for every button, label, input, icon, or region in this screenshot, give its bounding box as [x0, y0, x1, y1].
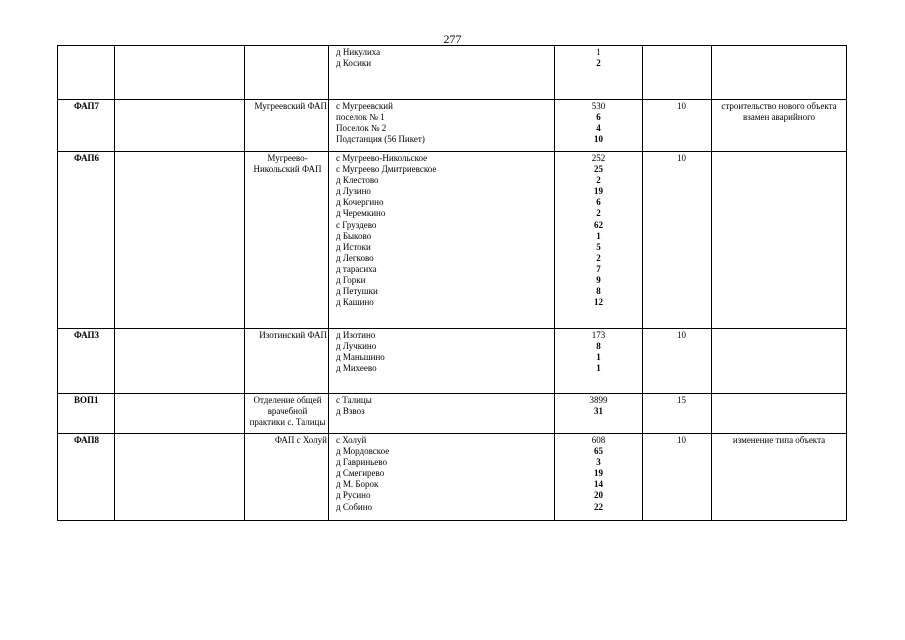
- population-value: 7: [596, 263, 601, 274]
- settlement-name: д Легково: [336, 252, 374, 263]
- note-text: [712, 394, 847, 434]
- population-value: 65: [594, 446, 603, 457]
- empty-cell: [115, 394, 245, 434]
- settlements-cell: [329, 100, 555, 152]
- settlement-name: д Собино: [336, 501, 373, 512]
- population-value: 10: [594, 134, 603, 145]
- settlement-name: Поселок № 2: [336, 123, 387, 134]
- note-text: строительство нового объекта взамен аварийного: [712, 100, 847, 152]
- settlement-name: д Кочергино: [336, 197, 384, 208]
- table-row: [58, 100, 847, 152]
- settlement-name: д Взвоз: [336, 406, 365, 417]
- facility-name: [245, 394, 329, 434]
- settlements-cell: [329, 434, 555, 521]
- settlement-name: д Быково: [336, 230, 372, 241]
- population-value: 8: [596, 341, 601, 352]
- note-text: [712, 152, 847, 329]
- facility-code: ФАП3: [58, 329, 115, 394]
- population-value: 173: [591, 330, 606, 340]
- population-value: 6: [596, 112, 601, 123]
- population-value: 31: [594, 406, 603, 417]
- distance-value: 10: [643, 100, 712, 152]
- population-value: 2: [596, 252, 601, 263]
- population-cell: [555, 152, 643, 329]
- population-value: 5: [596, 241, 601, 252]
- empty-cell: [115, 329, 245, 394]
- population-value: 19: [594, 186, 603, 197]
- distance-value: 10: [643, 152, 712, 329]
- facility-code: ФАП6: [58, 152, 115, 329]
- population-value: 1: [596, 352, 601, 363]
- population-cell: [555, 329, 643, 394]
- settlement-name: д Петушки: [336, 286, 378, 297]
- population-value: 2: [596, 208, 601, 219]
- population-cell: [555, 46, 643, 100]
- facility-name: [245, 152, 329, 329]
- distance-value: 15: [643, 394, 712, 434]
- settlement-name: д Гавриньево: [336, 457, 387, 468]
- facility-name-line: Никольский ФАП: [253, 164, 322, 175]
- table-row: [58, 394, 847, 434]
- settlements-cell: [329, 46, 555, 100]
- empty-cell: [115, 100, 245, 152]
- facility-name-line: врачебной: [267, 406, 308, 417]
- population-value: 530: [591, 101, 606, 111]
- settlement-name: д Черемкино: [336, 208, 386, 219]
- population-value: 2: [596, 175, 601, 186]
- settlement-name: Подстанция (56 Пикет): [336, 134, 425, 145]
- note-text: [712, 329, 847, 394]
- facility-name-line: ФАП с Холуй: [274, 435, 327, 445]
- facility-code: [58, 46, 115, 100]
- distance-value: [643, 46, 712, 100]
- settlement-name: д тарасиха: [336, 263, 377, 274]
- population-cell: [555, 394, 643, 434]
- facility-name-line: Отделение общей: [253, 395, 322, 405]
- population-cell: [555, 100, 643, 152]
- population-value: 1: [596, 363, 601, 374]
- settlement-name: д Маньшино: [336, 352, 385, 363]
- note-text: [712, 46, 847, 100]
- empty-cell: [115, 46, 245, 100]
- population-value: 14: [594, 479, 603, 490]
- population-value: 3899: [589, 395, 608, 405]
- facility-code: ВОП1: [58, 394, 115, 434]
- population-value: 8: [596, 286, 601, 297]
- settlement-name: д Лузино: [336, 186, 371, 197]
- settlement-name: д Изотино: [336, 330, 376, 340]
- distance-value: 10: [643, 434, 712, 521]
- facility-code: ФАП8: [58, 434, 115, 521]
- empty-cell: [115, 152, 245, 329]
- settlement-name: с Груздево: [336, 219, 377, 230]
- settlement-name: д Никулиха: [336, 47, 381, 57]
- settlement-name: поселок № 1: [336, 112, 385, 123]
- population-value: 22: [594, 501, 603, 512]
- settlement-name: д Горки: [336, 275, 366, 286]
- settlement-name: д Смегирево: [336, 468, 385, 479]
- settlement-name: д Лучкино: [336, 341, 377, 352]
- settlement-name: д Кашино: [336, 297, 374, 308]
- population-value: 9: [596, 275, 601, 286]
- table-row: [58, 329, 847, 394]
- facilities-table: [57, 45, 847, 521]
- settlements-cell: [329, 394, 555, 434]
- population-value: 252: [591, 153, 606, 163]
- facility-name: [245, 46, 329, 100]
- facility-code: ФАП7: [58, 100, 115, 152]
- settlement-name: с Мугреевский: [336, 101, 393, 111]
- table-row: [58, 152, 847, 329]
- settlements-cell: [329, 152, 555, 329]
- settlement-name: с Талицы: [336, 395, 372, 405]
- population-value: 6: [596, 197, 601, 208]
- population-value: 1: [596, 230, 601, 241]
- settlement-name: д М. Борок: [336, 479, 379, 490]
- page-number: 277: [443, 32, 462, 46]
- population-value: 12: [594, 297, 603, 308]
- settlement-name: д Клестово: [336, 175, 379, 186]
- settlement-name: с Мугреево Дмитриевское: [336, 164, 437, 175]
- facility-name-line: Мугреевский ФАП: [254, 101, 327, 111]
- population-value: 2: [596, 58, 601, 69]
- table-body: [58, 46, 847, 521]
- settlement-name: д Михеево: [336, 363, 377, 374]
- settlement-name: д Мордовское: [336, 446, 390, 457]
- facility-name: [245, 434, 329, 521]
- population-value: 4: [596, 123, 601, 134]
- note-text: изменение типа объекта: [712, 434, 847, 521]
- settlement-name: д Русино: [336, 490, 371, 501]
- table-row: [58, 434, 847, 521]
- settlement-name: с Холуй: [336, 435, 367, 445]
- population-value: 608: [591, 435, 606, 445]
- facility-name-line: практики с. Талицы: [249, 417, 326, 428]
- empty-cell: [115, 434, 245, 521]
- facility-name: [245, 329, 329, 394]
- population-value: 20: [594, 490, 603, 501]
- population-value: 62: [594, 219, 603, 230]
- table-row: [58, 46, 847, 100]
- population-value: 1: [596, 47, 601, 57]
- population-cell: [555, 434, 643, 521]
- facility-name: [245, 100, 329, 152]
- settlement-name: д Косики: [336, 58, 372, 69]
- settlements-cell: [329, 329, 555, 394]
- population-value: 3: [596, 457, 601, 468]
- population-value: 19: [594, 468, 603, 479]
- facility-name-line: Мугреево-: [267, 153, 308, 163]
- population-value: 25: [594, 164, 603, 175]
- settlement-name: д Истоки: [336, 241, 371, 252]
- facility-name-line: Изотинский ФАП: [259, 330, 327, 340]
- distance-value: 10: [643, 329, 712, 394]
- settlement-name: с Мугреево-Никольское: [336, 153, 428, 163]
